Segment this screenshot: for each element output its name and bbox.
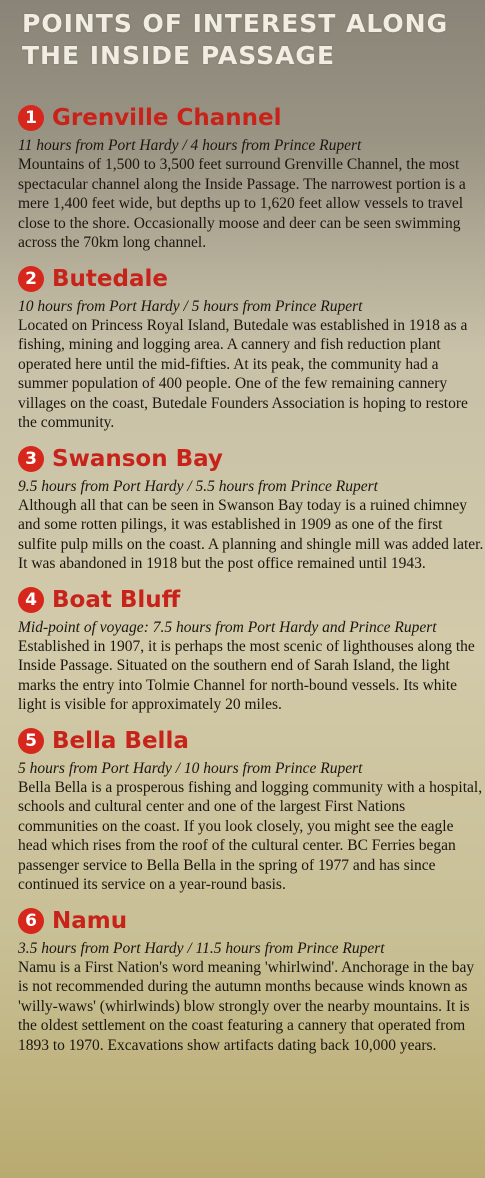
poi-travel-time: 9.5 hours from Port Hardy / 5.5 hours from Prince Rupert bbox=[18, 477, 378, 495]
poi-travel-time: 5 hours from Port Hardy / 10 hours from Prince Rupert bbox=[18, 759, 363, 777]
poi-name: Butedale bbox=[52, 265, 168, 292]
number-badge-icon: 5 bbox=[18, 728, 44, 754]
poi-butedale bbox=[18, 263, 485, 433]
number-badge-icon: 3 bbox=[18, 446, 44, 472]
poi-boat-bluff bbox=[18, 584, 485, 715]
poi-travel-time: 10 hours from Port Hardy / 5 hours from Prince Rupert bbox=[18, 297, 363, 315]
poi-heading bbox=[18, 443, 485, 475]
poi-bella-bella bbox=[18, 725, 485, 895]
poi-name: Swanson Bay bbox=[52, 445, 223, 472]
title-line-1: POINTS OF INTEREST ALONG bbox=[22, 9, 449, 38]
poi-description: Mountains of 1,500 to 3,500 feet surround Grenville Channel, the most spectacular channel along the Inside Passage. The narrowest portion is a mere 1,400 feet wide, but depths up to 1,620 feet allow vessels to travel close to the shore. Occasionally moose and deer can be seen swimming across the 70km long channel. bbox=[18, 156, 466, 251]
poi-name: Boat Bluff bbox=[52, 586, 181, 613]
poi-description: Although all that can be seen in Swanson Bay today is a ruined chimney and some rotten pilings, it was established in 1909 as one of the first sulfite pulp mills on the coast. A planning and shingle mill was added later. It was abandoned in 1918 but the post office remained until 1943. bbox=[18, 496, 484, 572]
poi-description: Established in 1907, it is perhaps the most scenic of lighthouses along the Inside Passage. Situated on the southern end of Sarah Island, the light marks the entry into Tolmie Channel for north-bound vessels. Its white light is visible for approximately 20 miles. bbox=[18, 637, 475, 713]
poi-description: Located on Princess Royal Island, Butedale was established in 1918 as a fishing, mining and logging area. A cannery and fish reduction plant operated here until the mid-fifties. At its peak, the community had a summer population of 400 people. One of the few remaining cannery villages on the coast, Butedale Founders Association is hoping to restore the community. bbox=[18, 316, 468, 431]
poi-name: Namu bbox=[52, 907, 128, 934]
page-title bbox=[22, 8, 485, 72]
number-badge-icon: 6 bbox=[18, 908, 44, 934]
poi-grenville-channel bbox=[18, 102, 485, 253]
number-badge-icon: 4 bbox=[18, 587, 44, 613]
poi-heading bbox=[18, 725, 485, 757]
poi-travel-time: Mid-point of voyage: 7.5 hours from Port Hardy and Prince Rupert bbox=[18, 618, 437, 636]
poi-heading bbox=[18, 263, 485, 295]
poi-heading bbox=[18, 584, 485, 616]
poi-namu bbox=[18, 905, 485, 1056]
poi-heading bbox=[18, 102, 485, 134]
poi-heading bbox=[18, 905, 485, 937]
poi-description: Namu is a First Nation's word meaning 'whirlwind'. Anchorage in the bay is not recommended during the autumn months because winds known as 'willy-waws' (whirlwinds) blow strongly over the nearby mountains. It is the oldest settlement on the coast featuring a cannery that operated from 1893 to 1970. Excavations show artifacts dating back 10,000 years. bbox=[18, 958, 475, 1054]
poi-name: Grenville Channel bbox=[52, 105, 282, 131]
title-line-2: THE INSIDE PASSAGE bbox=[22, 41, 336, 70]
poi-travel-time: 3.5 hours from Port Hardy / 11.5 hours from Prince Rupert bbox=[18, 939, 385, 957]
poi-description: Bella Bella is a prosperous fishing and logging community with a hospital, schools and cultural center and one of the largest First Nations communities on the coast. If you look closely, you might see the eagle head which rises from the roof of the cultural center. BC Ferries began passenger service to Bella Bella in the spring of 1977 and has since continued its service on a year-round basis. bbox=[18, 778, 483, 893]
number-badge-icon: 2 bbox=[18, 266, 44, 292]
poi-swanson-bay bbox=[18, 443, 485, 574]
number-badge-icon: 1 bbox=[18, 105, 44, 131]
poi-travel-time: 11 hours from Port Hardy / 4 hours from Prince Rupert bbox=[18, 137, 362, 154]
poi-name: Bella Bella bbox=[52, 727, 189, 754]
